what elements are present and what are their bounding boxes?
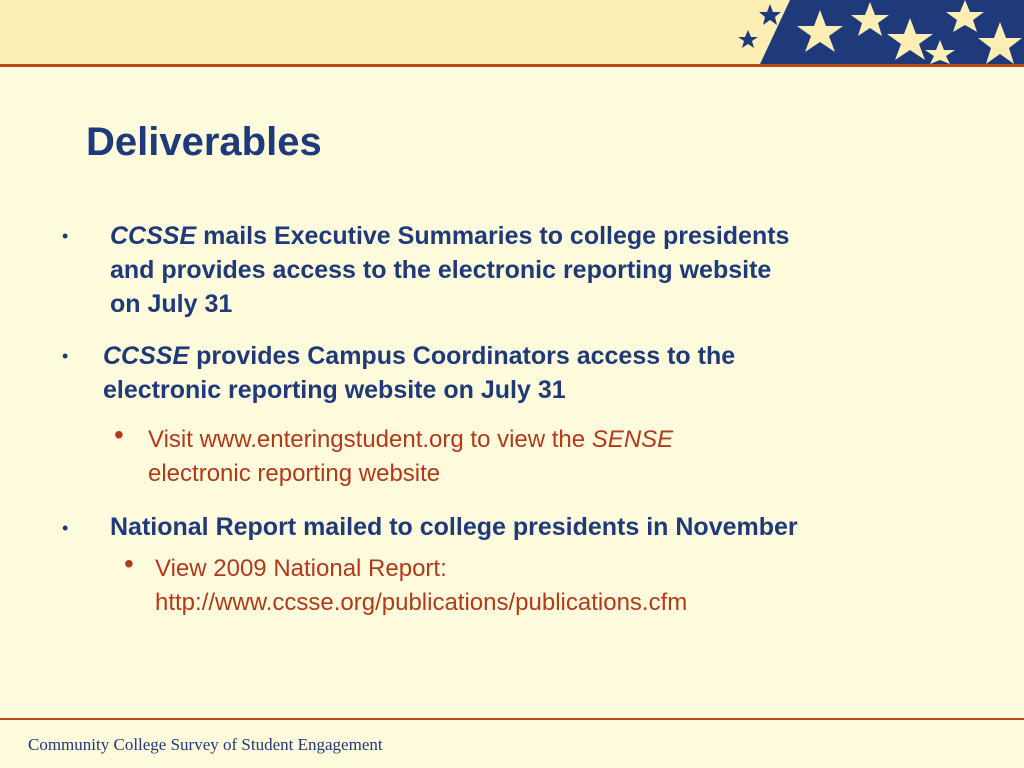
bullet-1-emphasis: CCSSE — [110, 222, 197, 250]
slide-title: Deliverables — [86, 120, 322, 164]
sub-bullet-marker: • — [114, 419, 124, 450]
bullet-2-line-2: electronic reporting website on July 31 — [103, 376, 566, 404]
sub-bullet-2 — [148, 423, 908, 491]
sub-bullet-3 — [155, 552, 915, 620]
header-rule — [0, 64, 1024, 67]
sub-bullet-marker: • — [124, 548, 134, 579]
stars-decoration-icon — [0, 0, 1024, 64]
bullet-3: National Report mailed to college presidents in November — [110, 513, 798, 541]
sub-bullet-2-emphasis: SENSE — [591, 426, 674, 453]
bullet-1 — [110, 219, 910, 321]
bullet-marker: • — [62, 226, 69, 246]
bullet-2-emphasis: CCSSE — [103, 342, 190, 370]
footer-rule — [0, 718, 1024, 720]
bullet-1-line-1: mails Executive Summaries to college presidents — [196, 222, 790, 250]
sub-bullet-3-line-1: View 2009 National Report: — [155, 555, 447, 582]
footer-text: Community College Survey of Student Engagement — [28, 735, 383, 754]
sub-bullet-2-prefix: Visit www.enteringstudent.org to view the — [148, 426, 592, 453]
bullet-2 — [103, 339, 903, 407]
bullet-1-line-3: on July 31 — [110, 290, 233, 318]
bullet-marker: • — [62, 346, 69, 366]
sub-bullet-3-link[interactable]: http://www.ccsse.org/publications/publications.cfm — [155, 589, 688, 616]
bullet-1-line-2: and provides access to the electronic reporting website — [110, 256, 772, 284]
sub-bullet-2-line-2: electronic reporting website — [148, 460, 441, 487]
bullet-marker: • — [62, 518, 69, 538]
bullet-2-line-1: provides Campus Coordinators access to the — [189, 342, 736, 370]
